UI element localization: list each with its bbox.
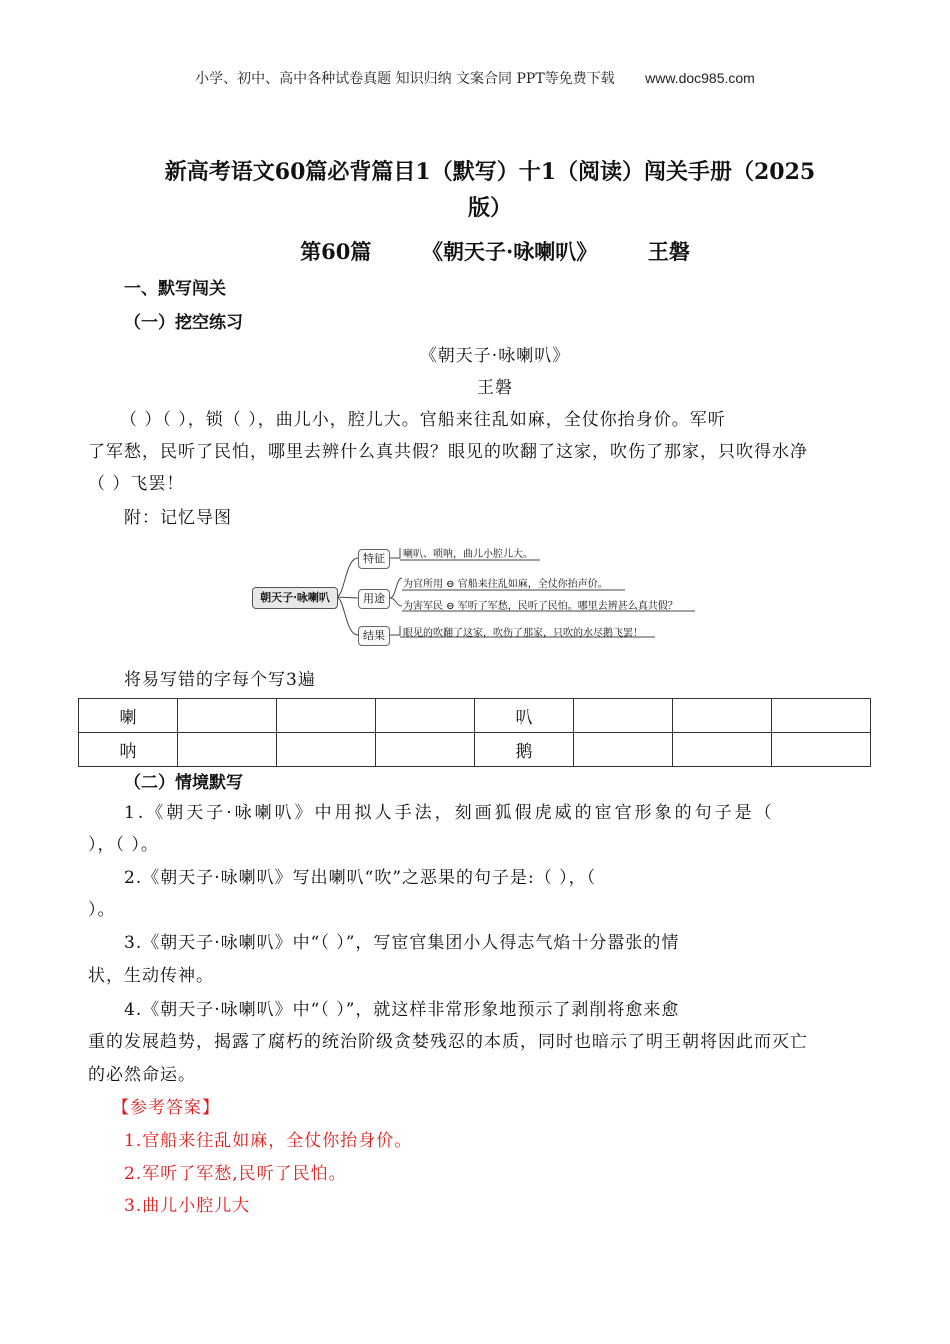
memory-map-label: 附：记忆导图 [124, 508, 232, 528]
answer-1: 1.官船来往乱如麻，全仗你抬身价。 [124, 1131, 413, 1151]
practice-cell[interactable] [376, 699, 475, 733]
practice-cell[interactable] [772, 699, 871, 733]
title-line-1: 新高考语文60篇必背篇目1（默写）十1（阅读）闯关手册（2025 [164, 159, 816, 185]
answer-3: 3.曲儿小腔儿大 [124, 1196, 251, 1216]
question-4-line-2: 重的发展趋势，揭露了腐朽的统治阶级贪婪残忍的本质，同时也暗示了明王朝将因此而灭亡 [88, 1032, 808, 1052]
subsection-context-dictation: （二）情境默写 [124, 773, 243, 793]
practice-instruction: 将易写错的字每个写3遍 [124, 670, 316, 690]
mindmap-use-item-2: 为害军民 ⊖ 军听了军愁，民听了民怕。哪里去辨甚么真共假？ [403, 601, 678, 612]
document-title [120, 154, 860, 226]
practice-cell[interactable] [673, 733, 772, 767]
question-3-line-2: 状，生动传神。 [88, 966, 214, 986]
poem-line-2: 了军愁，民听了民怕，哪里去辨什么真共假？眼见的吹翻了这家，吹伤了那家，只吹得水净 [88, 442, 808, 462]
chapter-author: 王磐 [647, 239, 690, 264]
header-url[interactable]: www.doc985.com [645, 70, 755, 86]
question-4-line-1: 4.《朝天子·咏喇叭》中“（ ）”，就这样非常形象地预示了剥削将愈来愈 [124, 1000, 680, 1020]
practice-cell[interactable] [277, 733, 376, 767]
practice-cell[interactable] [772, 733, 871, 767]
chapter-number: 第60篇 [300, 239, 372, 264]
practice-cell[interactable] [673, 699, 772, 733]
section-heading-dictation: 一、默写闯关 [124, 279, 226, 299]
mindmap-result-item: 眼见的吹翻了这家，吹伤了那家，只吹的水尽鹅飞罢！ [403, 628, 643, 639]
answer-2: 2.军听了军愁,民听了民怕。 [124, 1164, 347, 1184]
mindmap-branch-use: 用途 [358, 589, 390, 609]
mindmap-feature-item: 喇叭、唢呐，曲儿小腔儿大。 [403, 549, 533, 560]
practice-cell[interactable] [574, 699, 673, 733]
practice-char: 呐 [79, 733, 178, 767]
practice-cell[interactable] [376, 733, 475, 767]
question-1-line-1: 1.《朝天子·咏喇叭》中用拟人手法，刻画狐假虎威的宦官形象的句子是（ [124, 803, 775, 823]
poem-author: 王磐 [477, 378, 513, 398]
mindmap-branch-result: 结果 [358, 626, 390, 646]
poem-line-1: （ ）（ ），锁（ ），曲儿小，腔儿大。官船来往乱如麻，全仗你抬身价。军听 [120, 410, 726, 430]
question-2-line-2: ）。 [88, 900, 116, 920]
practice-char: 喇 [79, 699, 178, 733]
header-text: 小学、初中、高中各种试卷真题 知识归纳 文案合同 PPT等免费下载 [195, 71, 615, 87]
mindmap-use-item-1: 为官所用 ⊖ 官船来往乱如麻，全仗你抬声价。 [403, 579, 608, 590]
practice-cell[interactable] [178, 699, 277, 733]
table-row [79, 699, 871, 733]
practice-table [78, 698, 871, 767]
question-2-line-1: 2.《朝天子·咏喇叭》写出喇叭“吹”之恶果的句子是:（ ），（ [124, 868, 597, 888]
practice-char: 鹅 [475, 733, 574, 767]
question-4-line-3: 的必然命运。 [88, 1065, 196, 1085]
chapter-work: 《朝天子·咏喇叭》 [421, 239, 598, 264]
chapter-subtitle [0, 236, 950, 266]
practice-char: 叭 [475, 699, 574, 733]
mindmap-root: 朝天子·咏喇叭 [252, 587, 338, 609]
poem-title: 《朝天子·咏喇叭》 [419, 346, 571, 366]
poem-line-3: （ ）飞罢！ [88, 474, 185, 494]
question-3-line-1: 3.《朝天子·咏喇叭》中“（ ）”，写宦官集团小人得志气焰十分嚣张的情 [124, 933, 680, 953]
subsection-fill-blank: （一）挖空练习 [124, 313, 243, 333]
mindmap-branch-feature: 特征 [358, 549, 390, 569]
question-1-line-2: ），（ ）。 [88, 835, 159, 855]
answers-heading: 【参考答案】 [112, 1098, 220, 1118]
practice-cell[interactable] [574, 733, 673, 767]
table-row [79, 733, 871, 767]
title-line-2: 版） [467, 195, 512, 221]
page-header [0, 68, 950, 88]
practice-cell[interactable] [277, 699, 376, 733]
practice-cell[interactable] [178, 733, 277, 767]
